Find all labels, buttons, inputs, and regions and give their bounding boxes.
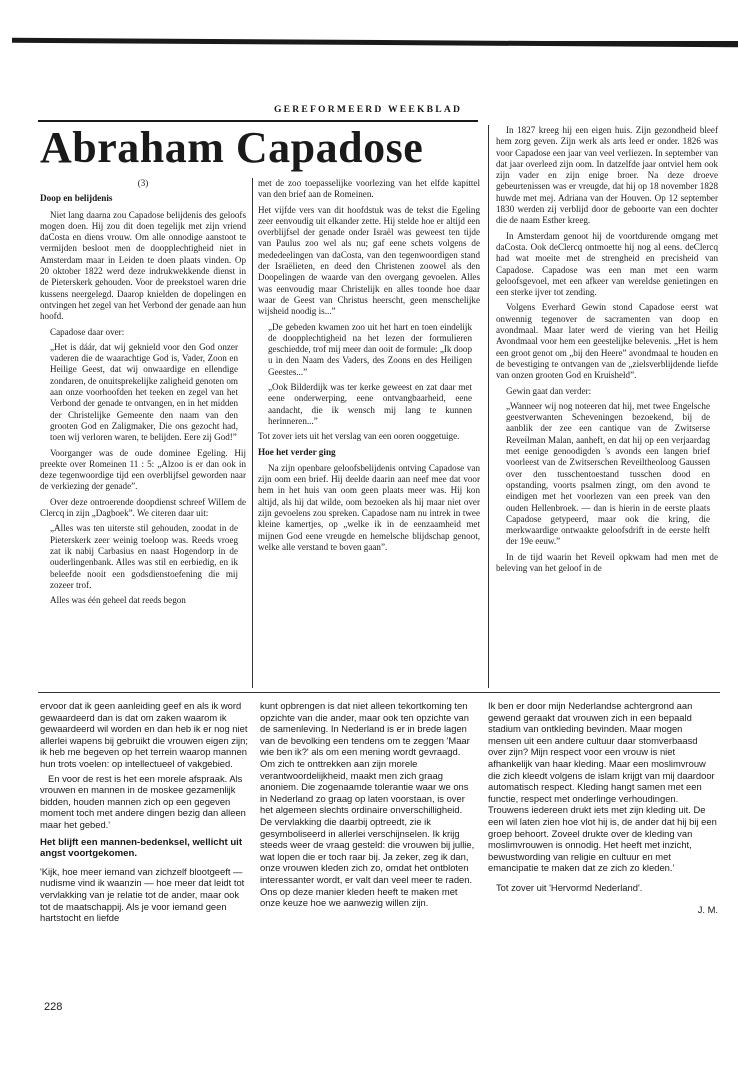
quote: „De gebeden kwamen zoo uit het hart en toen eindelijk de doopplechtigheid na het lezen der formulieren geschiedde, trof mij meer dan ooit de formule: „Ik doop u in den Naam des Vaders, des Zoons en des Heiligen Geestes...” <box>268 321 472 377</box>
quote: „Ook Bilderdijk was ter kerke geweest en zat daar met eene onderwerping, eene ontvangbaarheid, eene aandacht, die ik wensch mij lang te kunnen herinneren...” <box>268 382 472 426</box>
quote: „Alles was ten uiterste stil gehouden, zoodat in de Pieterskerk zeer weinig toeloop was. Reeds vroeg zat ik nabij Carbasius en naast Hogendorp in de ouderlingenbank. Alles was stil en eerbiedig, en ik beleefde nooit een godsdienstoefening die mij zozeer trof. <box>50 523 238 590</box>
header-rule <box>38 120 478 122</box>
section-heading-doop: Doop en belijdenis <box>40 193 113 204</box>
column-divider <box>488 125 489 688</box>
paragraph: Gewin gaat dan verder: <box>506 385 592 396</box>
paragraph: ervoor dat ik geen aanleiding geef en als ik word gewaardeerd dan is dat om zaken waarom ik gewaardeerd wil worden en dan heb ik er nog niet allerlei wapens bij gebruikt die vrouwen eigen zijn; ik heb me begeven op het terrein waarop mannen hun trots voelen: op intellectueel of vakgebied. <box>40 700 248 769</box>
section-heading-verder: Hoe het verder ging <box>258 446 336 457</box>
bottom-column-1 <box>40 700 250 927</box>
paragraph: En voor de rest is het een morele afspraak. Als vrouwen en mannen in de moskee gezamenlijk bidden, houden mannen zich op een gegeven moment toch met andere dingen bezig dan alleen maar het gebed.' <box>40 772 246 830</box>
signature: J. M. <box>697 903 718 915</box>
paragraph: Over deze ontroerende doopdienst schreef Willem de Clercq in zijn „Dagboek”. We citeren daar uit: <box>40 496 246 519</box>
column-1 <box>40 178 246 610</box>
paragraph: Voorganger was de oude dominee Egeling. Hij preekte over Romeinen 11 : 5: „Alzoo is er dan ook in deze tegenwoordige tijd een overblijfsel geworden naar de verkiezing der genade”. <box>40 447 246 492</box>
paragraph: 'Kijk, hoe meer iemand van zichzelf blootgeeft — nudisme vind ik waanzin — hoe meer dat leidt tot vervlakking van je relatie tot de ander, maar ook tot de maatschappij. Als je voor iemand geen hartstocht en liefde <box>40 865 245 924</box>
section-heading-mannen: Het blijft een mannen-bedenksel, wellicht uit angst voortgekomen. <box>40 836 243 860</box>
column-2 <box>258 178 480 557</box>
quote: „Het is dáár, dat wij geknield voor den God onzer vaderen die de waarachtige God is, Vader, Zoon en Heilige Geest, dat wij onwaardige en ellendige zondaren, de onuitsprekelijke zaligheid genoten om aan onze voorhoofden het teeken en zegel van het Verbond der genade te ontvangen, en in het midden der Christelijke Gemeente den naam van den grooten God en Zaligmaker, Die ons gezocht had, toen wij verloren waren, te belijden. Eere zij God!” <box>50 341 238 443</box>
part-number: (3) <box>137 178 149 188</box>
quote: Het vijfde vers van dit hoofdstuk was de tekst die Egeling zeer eenvoudig uit elkander zette. Hij stelde hoe er altijd een overblijfsel der genade onder Israël was geweest ten tijde van Paulus zoo wel als nu; gaf eene schets volgens de mededeelingen van daCosta, van den tegenwoordigen stand der Israëlieten, en deed den Christenen zoowel als den Doopelingen de waarde van den overgang gevoelen. Alles was eenvoudig maar Christelijk en alles toonde hoe daar waar de Geest van Christus heerscht, geen menschelijke wijsheid noodig is...” <box>258 204 480 317</box>
running-header: GEREFORMEERD WEEKBLAD <box>274 104 463 115</box>
paragraph: Na zijn openbare geloofsbelijdenis ontving Capadose van zijn oom een brief. Hij deelde daarin aan neef mee dat voor hem in het huis van oom geen plaats meer was. Hij kon altijd, als hij dat wilde, oom bezoeken als hij maar niet over zijn gevoelens zou spreken. Capadose nam nu intrek in twee kleine kamertjes, op „welke ik in de eenzaamheid met mijnen God eene vreugde en hemelsche blijdschap genoot, welke alle verstand te boven gaan”. <box>258 462 480 552</box>
section-rule <box>38 692 720 693</box>
quote: Alles was één geheel dat reeds begon <box>50 595 186 606</box>
article-title: Abraham Capadose <box>40 123 424 172</box>
paragraph: In de tijd waarin het Reveil opkwam had men met de beleving van het geloof in de <box>496 551 718 573</box>
quote: met de zoo toepasselijke voorlezing van het elfde kapittel van den brief aan de Romeinen. <box>258 178 480 200</box>
column-divider <box>252 178 253 688</box>
paragraph: kunt opbrengen is dat niet alleen tekortkoming ten opzichte van die ander, maar ook ten opzichte van de samenleving. In Nederland is er in brede lagen van de bevolking een tendens om te zeggen 'Maar wie ben ik?' als om een mening wordt gevraagd. Om zich te onttrekken aan zijn morele verantwoordelijkheid, maakt men zich graag anoniem. Die zogenaamde tolerantie waar we ons in Nederland zo graag op laten voorstaan, is over het algemeen slechts ordinaire onverschilligheid. De vervlakking die daarbij optreedt, zie ik gesymboliseerd in allerlei verschijnselen. Ik krijg steeds weer de vraag gesteld: die vrouwen bij jullie, wat lopen die er toch raar bij. Ja zeker, zeg ik dan, onze vrouwen kleden zich zo, omdat het ontbloten interessanter wordt, er valt dan veel meer te raden. Ons op deze manier kleden heeft te maken met onze keuze hoe we aanwezig willen zijn. <box>260 700 475 909</box>
paragraph: In 1827 kreeg hij een eigen huis. Zijn gezondheid bleef hem zorg geven. Zijn werk als arts leed er onder. 1826 was voor Capadose een jaar van veel verliezen. In september van dat jaar overleed zijn oom. In datzelfde jaar ontviel hem ook zijn vader en zijn enige broer. Na deze droeve gebeurtenissen was er vreugde, dat hij op 18 november 1828 huwde met mej. Adriana van der Houven. Op 12 september 1830 werden zij verblijd door de geboorte van een dochter die de naam Esther kreeg. <box>496 125 718 226</box>
bottom-column-2 <box>260 700 475 912</box>
paragraph: Niet lang daarna zou Capadose belijdenis des geloofs mogen doen. Hij zou dit doen tegelijk met zijn vriend daCosta en diens vrouw. Om alle onnodige aanstoot te vermijden besloot men de doopplechtigheid niet in Amsterdam maar in Leiden te doen plaats vinden. Op 20 oktober 1822 werd deze indrukwekkende dienst in de Pieterskerk gehouden. Voor de preekstoel waren drie kussens neergelegd. Daarop knielden de dopelingen en ontvingen het zegel van het Verbond der genade aan hun hoofd. <box>40 209 246 322</box>
quote: „Wanneer wij nog noteeren dat hij, met twee Engelsche geestverwanten Scheveningen bezoekend, bij de aanblik der zee een cantique van de Zwitserse Reveilman Malan, aanheft, en dat hij op een verjaardag met eenige genoodigden 's avonds een langen brief voorleest van de Zwitserschen Reveiltheoloog Gaussen over den tusschentoestand tusschen dood en opstanding, voorts psalmen zingt, om den avond te eindigen met het voorlezen van een preek van den ouden Hellenbroek. — dan is hierin in de eerste plaats Capadose getypeerd, maar ook die kring, die merkwaardige ontwaakte geloofsdrift in de eerste helft der 19e eeuw.” <box>506 400 710 547</box>
bottom-column-3 <box>488 700 718 918</box>
column-3 <box>496 125 718 578</box>
paragraph: Capadose daar over: <box>50 326 125 337</box>
paragraph: Tot zover iets uit het verslag van een ooren ooggetuige. <box>258 431 460 442</box>
paragraph: Ik ben er door mijn Nederlandse achtergrond aan gewend geraakt dat vrouwen zich in een bepaald stadium van ontkleding bevinden. Maar mogen mensen uit een andere cultuur daar stomverbaasd over zijn? Mijn respect voor een vrouw is niet afhankelijk van haar kleding. Maar een moslimvrouw die zich kleedt volgens de islam krijgt van mij daardoor automatisch respect. Kleding hangt samen met een functie, respect met onderlinge verhoudingen. Trouwens iedereen drukt iets met zijn kleding uit. De een wil laten zien hoe vlot hij is, de ander dat hij bij een groep behoort. Zoveel drukte over de kleding van moslimvrouwen is onnodig. Het heeft met inzicht, bewustwording van religie en cultuur en met emancipatie te maken dat ze zich zo kleden.' <box>488 700 717 874</box>
source-line: Tot zover uit 'Hervormd Nederland'. <box>496 881 643 893</box>
page-number: 228 <box>44 1001 63 1013</box>
top-border-bar-right <box>300 41 738 44</box>
paragraph: In Amsterdam genoot hij de voortdurende omgang met daCosta. Ook deClercq ontmoette hij nog al eens. deClercq had wat moeite met de strengheid en precisheid van Capadose. Capadose was een man met een warm geloofsgevoel, met een afkeer van wereldse genietingen en een sterke ijver tot zending. <box>496 230 718 298</box>
paragraph: Volgens Everhard Gewin stond Capadose eerst wat onwennig tegenover de sacramenten van doop en avondmaal. Maar later werd de viering van het Heilig Avondmaal voor hem een geestelijke belevenis. „Het is hem een groot genot om „bij den Heere” avondmaal te houden en de bevestiging te ontvangen van de „zielsverblijdende liefde van onzen grooten God en Kruisheld”. <box>496 302 718 381</box>
